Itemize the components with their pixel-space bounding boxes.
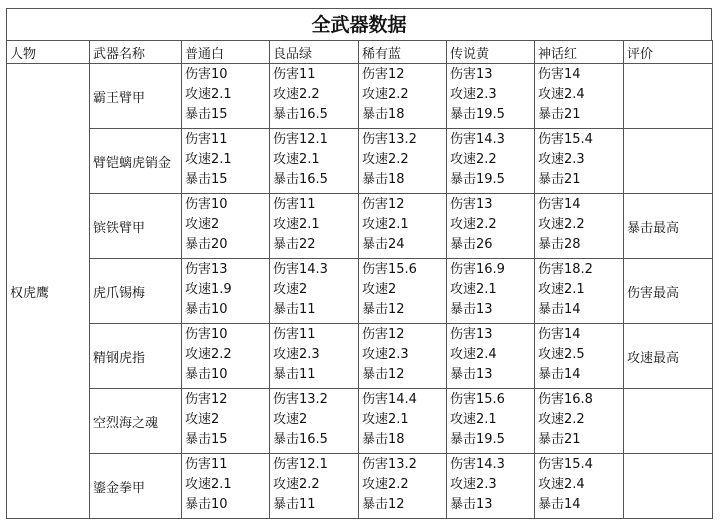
stat-damage: 伤害16.9 bbox=[450, 262, 505, 277]
stat-damage: 伤害14.3 bbox=[450, 457, 505, 472]
stat-damage: 伤害13 bbox=[450, 327, 493, 342]
stats-cell-rare bbox=[359, 389, 447, 454]
stat-damage: 伤害11 bbox=[273, 327, 316, 342]
stat-crit: 暴击16.5 bbox=[273, 107, 328, 122]
stat-damage: 伤害14.3 bbox=[273, 262, 328, 277]
header-weapon-name: 武器名称 bbox=[90, 41, 182, 64]
stat-attack-speed: 攻速2.3 bbox=[450, 87, 497, 102]
table-row bbox=[7, 259, 713, 324]
header-tier-common: 普通白 bbox=[182, 41, 270, 64]
stats-cell-rare bbox=[359, 64, 447, 129]
stat-damage: 伤害14 bbox=[538, 197, 581, 212]
stat-crit: 暴击20 bbox=[185, 237, 228, 252]
header-character: 人物 bbox=[7, 41, 90, 64]
weapon-name: 臂铠螭虎销金 bbox=[90, 129, 182, 194]
rating-cell: 攻速最高 bbox=[624, 324, 713, 389]
weapon-table bbox=[6, 40, 713, 519]
stat-crit: 暴击16.5 bbox=[273, 432, 328, 447]
stat-crit: 暴击15 bbox=[185, 107, 228, 122]
stats-cell-legendary bbox=[447, 64, 535, 129]
stat-crit: 暴击10 bbox=[185, 367, 228, 382]
stat-attack-speed: 攻速2.2 bbox=[538, 217, 585, 232]
table-row bbox=[7, 454, 713, 519]
stat-attack-speed: 攻速2.2 bbox=[362, 87, 409, 102]
stat-attack-speed: 攻速2.1 bbox=[273, 152, 320, 167]
stat-crit: 暴击28 bbox=[538, 237, 581, 252]
header-row bbox=[7, 41, 713, 64]
stat-damage: 伤害12 bbox=[362, 197, 405, 212]
stats-cell-rare bbox=[359, 129, 447, 194]
stats-cell-common bbox=[182, 324, 270, 389]
stat-damage: 伤害15.4 bbox=[538, 132, 593, 147]
rating-cell bbox=[624, 129, 713, 194]
stat-crit: 暴击11 bbox=[273, 302, 316, 317]
stat-damage: 伤害14 bbox=[538, 67, 581, 82]
stats-cell-common bbox=[182, 454, 270, 519]
stat-crit: 暴击21 bbox=[538, 432, 581, 447]
stats-cell-common bbox=[182, 64, 270, 129]
stat-crit: 暴击15 bbox=[185, 432, 228, 447]
stat-damage: 伤害12 bbox=[362, 67, 405, 82]
stat-attack-speed: 攻速2.1 bbox=[450, 282, 497, 297]
rating-cell: 暴击最高 bbox=[624, 194, 713, 259]
stats-cell-mythic bbox=[535, 259, 624, 324]
stats-cell-legendary bbox=[447, 324, 535, 389]
weapon-name: 精钢虎指 bbox=[90, 324, 182, 389]
stat-damage: 伤害15.6 bbox=[450, 392, 505, 407]
stat-damage: 伤害13 bbox=[450, 67, 493, 82]
stat-crit: 暴击12 bbox=[362, 367, 405, 382]
stat-attack-speed: 攻速2.1 bbox=[273, 217, 320, 232]
stat-crit: 暴击13 bbox=[450, 302, 493, 317]
stat-damage: 伤害14.4 bbox=[362, 392, 417, 407]
stats-cell-uncommon bbox=[270, 389, 359, 454]
stat-damage: 伤害11 bbox=[185, 457, 228, 472]
stat-crit: 暴击14 bbox=[538, 367, 581, 382]
stat-attack-speed: 攻速2.3 bbox=[538, 152, 585, 167]
stat-crit: 暴击11 bbox=[273, 497, 316, 512]
character-name: 权虎鹰 bbox=[7, 64, 90, 519]
stat-attack-speed: 攻速2.2 bbox=[450, 152, 497, 167]
rating-cell bbox=[624, 64, 713, 129]
stat-crit: 暴击13 bbox=[450, 367, 493, 382]
stats-cell-uncommon bbox=[270, 259, 359, 324]
stat-damage: 伤害10 bbox=[185, 197, 228, 212]
sheet-title: 全武器数据 bbox=[6, 8, 712, 40]
stats-cell-rare bbox=[359, 324, 447, 389]
stats-cell-common bbox=[182, 259, 270, 324]
stat-damage: 伤害13.2 bbox=[273, 392, 328, 407]
rating-cell: 伤害最高 bbox=[624, 259, 713, 324]
stat-attack-speed: 攻速2.1 bbox=[185, 477, 232, 492]
stats-cell-legendary bbox=[447, 454, 535, 519]
stat-attack-speed: 攻速2.2 bbox=[538, 412, 585, 427]
stat-damage: 伤害14 bbox=[538, 327, 581, 342]
stats-cell-uncommon bbox=[270, 454, 359, 519]
table-row bbox=[7, 324, 713, 389]
stats-cell-legendary bbox=[447, 194, 535, 259]
stat-attack-speed: 攻速2.3 bbox=[273, 347, 320, 362]
stat-damage: 伤害13 bbox=[450, 197, 493, 212]
stat-attack-speed: 攻速2.4 bbox=[450, 347, 497, 362]
stat-damage: 伤害11 bbox=[185, 132, 228, 147]
stat-crit: 暴击16.5 bbox=[273, 172, 328, 187]
header-tier-legendary: 传说黄 bbox=[447, 41, 535, 64]
stat-damage: 伤害13.2 bbox=[362, 132, 417, 147]
stats-cell-common bbox=[182, 129, 270, 194]
stat-attack-speed: 攻速2.1 bbox=[362, 217, 409, 232]
stat-crit: 暴击13 bbox=[450, 497, 493, 512]
stats-cell-mythic bbox=[535, 454, 624, 519]
stat-damage: 伤害11 bbox=[273, 67, 316, 82]
rating-cell bbox=[624, 389, 713, 454]
stat-damage: 伤害13.2 bbox=[362, 457, 417, 472]
stat-damage: 伤害10 bbox=[185, 67, 228, 82]
stat-damage: 伤害16.8 bbox=[538, 392, 593, 407]
stat-attack-speed: 攻速2 bbox=[362, 282, 397, 297]
stat-attack-speed: 攻速2.1 bbox=[538, 282, 585, 297]
stats-cell-mythic bbox=[535, 64, 624, 129]
stat-damage: 伤害13 bbox=[185, 262, 228, 277]
stat-crit: 暴击26 bbox=[450, 237, 493, 252]
weapon-name: 虎爪锡梅 bbox=[90, 259, 182, 324]
weapon-name: 霸王臂甲 bbox=[90, 64, 182, 129]
stat-attack-speed: 攻速2.4 bbox=[538, 477, 585, 492]
stats-cell-legendary bbox=[447, 129, 535, 194]
stat-attack-speed: 攻速2.5 bbox=[538, 347, 585, 362]
stat-crit: 暴击14 bbox=[538, 302, 581, 317]
stat-damage: 伤害12 bbox=[362, 327, 405, 342]
stat-attack-speed: 攻速2.2 bbox=[450, 217, 497, 232]
stat-damage: 伤害12.1 bbox=[273, 457, 328, 472]
stat-crit: 暴击22 bbox=[273, 237, 316, 252]
header-rating: 评价 bbox=[624, 41, 713, 64]
stat-damage: 伤害12.1 bbox=[273, 132, 328, 147]
header-tier-mythic: 神话红 bbox=[535, 41, 624, 64]
stat-crit: 暴击18 bbox=[362, 172, 405, 187]
stat-damage: 伤害14.3 bbox=[450, 132, 505, 147]
stat-attack-speed: 攻速2.1 bbox=[185, 152, 232, 167]
weapon-name: 镔铁臂甲 bbox=[90, 194, 182, 259]
stat-attack-speed: 攻速2.2 bbox=[362, 477, 409, 492]
stat-damage: 伤害12 bbox=[185, 392, 228, 407]
table-row bbox=[7, 64, 713, 129]
stat-crit: 暴击19.5 bbox=[450, 172, 505, 187]
stats-cell-mythic bbox=[535, 324, 624, 389]
stats-cell-rare bbox=[359, 194, 447, 259]
stat-crit: 暴击12 bbox=[362, 497, 405, 512]
rating-cell bbox=[624, 454, 713, 519]
stat-attack-speed: 攻速2.3 bbox=[362, 347, 409, 362]
stat-attack-speed: 攻速2.4 bbox=[538, 87, 585, 102]
stat-attack-speed: 攻速2.1 bbox=[185, 87, 232, 102]
stat-attack-speed: 攻速2.3 bbox=[450, 477, 497, 492]
table-row bbox=[7, 129, 713, 194]
stat-attack-speed: 攻速2 bbox=[185, 412, 220, 427]
stat-attack-speed: 攻速2.2 bbox=[273, 87, 320, 102]
weapon-data-sheet bbox=[6, 8, 712, 519]
stat-damage: 伤害15.6 bbox=[362, 262, 417, 277]
stat-crit: 暴击11 bbox=[273, 367, 316, 382]
stat-crit: 暴击18 bbox=[362, 107, 405, 122]
stat-attack-speed: 攻速2.1 bbox=[362, 412, 409, 427]
stat-attack-speed: 攻速2 bbox=[273, 282, 308, 297]
stats-cell-legendary bbox=[447, 389, 535, 454]
stats-cell-uncommon bbox=[270, 129, 359, 194]
stats-cell-common bbox=[182, 194, 270, 259]
stat-attack-speed: 攻速2.2 bbox=[273, 477, 320, 492]
stat-attack-speed: 攻速2 bbox=[273, 412, 308, 427]
stat-damage: 伤害10 bbox=[185, 327, 228, 342]
table-row bbox=[7, 389, 713, 454]
stat-crit: 暴击19.5 bbox=[450, 432, 505, 447]
stat-crit: 暴击15 bbox=[185, 172, 228, 187]
stat-crit: 暴击14 bbox=[538, 497, 581, 512]
stat-damage: 伤害15.4 bbox=[538, 457, 593, 472]
stat-attack-speed: 攻速2.1 bbox=[450, 412, 497, 427]
stat-crit: 暴击18 bbox=[362, 432, 405, 447]
stats-cell-rare bbox=[359, 454, 447, 519]
stats-cell-mythic bbox=[535, 194, 624, 259]
stat-crit: 暴击10 bbox=[185, 497, 228, 512]
stats-cell-uncommon bbox=[270, 64, 359, 129]
stat-crit: 暴击12 bbox=[362, 302, 405, 317]
stats-cell-rare bbox=[359, 259, 447, 324]
stats-cell-mythic bbox=[535, 129, 624, 194]
stats-cell-uncommon bbox=[270, 194, 359, 259]
weapon-rows bbox=[7, 64, 713, 519]
header-tier-rare: 稀有蓝 bbox=[359, 41, 447, 64]
stats-cell-legendary bbox=[447, 259, 535, 324]
stat-crit: 暴击21 bbox=[538, 172, 581, 187]
table-row bbox=[7, 194, 713, 259]
stat-attack-speed: 攻速1.9 bbox=[185, 282, 232, 297]
stat-attack-speed: 攻速2.2 bbox=[185, 347, 232, 362]
weapon-name: 鎏金拳甲 bbox=[90, 454, 182, 519]
stat-attack-speed: 攻速2.2 bbox=[362, 152, 409, 167]
stat-crit: 暴击19.5 bbox=[450, 107, 505, 122]
header-tier-uncommon: 良品绿 bbox=[270, 41, 359, 64]
stats-cell-common bbox=[182, 389, 270, 454]
stat-crit: 暴击24 bbox=[362, 237, 405, 252]
stat-attack-speed: 攻速2 bbox=[185, 217, 220, 232]
stat-damage: 伤害11 bbox=[273, 197, 316, 212]
stats-cell-uncommon bbox=[270, 324, 359, 389]
weapon-name: 空烈海之魂 bbox=[90, 389, 182, 454]
stat-crit: 暴击10 bbox=[185, 302, 228, 317]
stat-crit: 暴击21 bbox=[538, 107, 581, 122]
stat-damage: 伤害18.2 bbox=[538, 262, 593, 277]
stats-cell-mythic bbox=[535, 389, 624, 454]
